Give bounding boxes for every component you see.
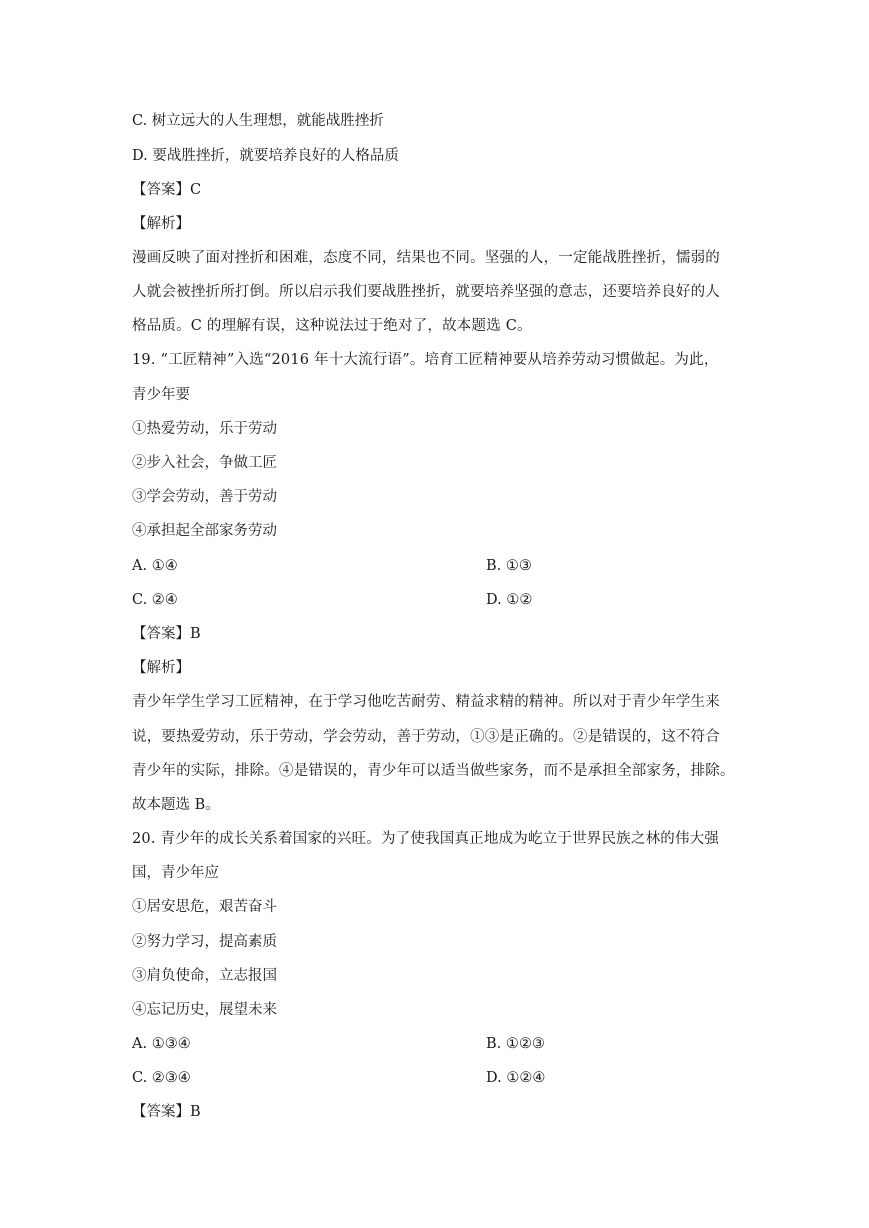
q19-analysis-line: 青少年的实际，排除。④是错误的，青少年可以适当做些家务，而不是承担全部家务，排除。: [132, 763, 735, 779]
q19-analysis-line: 故本题选 B。: [132, 797, 220, 813]
q19-analysis-line: 说，要热爱劳动，乐于劳动，学会劳动，善于劳动，①③是正确的。②是错误的，这不符合: [132, 729, 720, 745]
q19-stem-line: 青少年要: [132, 387, 190, 403]
q19-stem-line: 19. “工匠精神”入选“2016 年十大流行语”。培育工匠精神要从培养劳动习惯做起。为此，: [132, 352, 719, 368]
q19-item: ③学会劳动，善于劳动: [132, 489, 277, 505]
q19-analysis-label: 【解析】: [132, 660, 190, 676]
q20-answer: 【答案】B: [132, 1104, 201, 1120]
q18-analysis-line: 漫画反映了面对挫折和困难，态度不同，结果也不同。坚强的人，一定能战胜挫折，懦弱的: [132, 250, 720, 266]
q20-item: ①居安思危，艰苦奋斗: [132, 899, 277, 915]
q20-option-d: D. ①②④: [486, 1070, 546, 1086]
q20-option-c: C. ②③④: [132, 1070, 191, 1086]
q19-item: ②步入社会，争做工匠: [132, 455, 277, 471]
q18-option-d: D. 要战胜挫折，就要培养良好的人格品质: [132, 148, 399, 164]
q19-item: ①热爱劳动，乐于劳动: [132, 421, 277, 437]
q20-option-b: B. ①②③: [486, 1036, 545, 1052]
q19-item: ④承担起全部家务劳动: [132, 523, 277, 539]
q20-stem-line: 国，青少年应: [132, 865, 219, 881]
q20-stem-line: 20. 青少年的成长关系着国家的兴旺。为了使我国真正地成为屹立于世界民族之林的伟大强: [132, 831, 720, 847]
q19-analysis-line: 青少年学生学习工匠精神，在于学习他吃苦耐劳、精益求精的精神。所以对于青少年学生来: [132, 694, 720, 710]
q19-option-b: B. ①③: [486, 558, 532, 574]
q20-item: ④忘记历史，展望未来: [132, 1002, 277, 1018]
q18-option-c: C. 树立远大的人生理想，就能战胜挫折: [132, 113, 384, 129]
q19-option-a: A. ①④: [132, 558, 178, 574]
q20-item: ③肩负使命，立志报国: [132, 968, 277, 984]
q19-option-c: C. ②④: [132, 592, 178, 608]
q20-option-a: A. ①③④: [132, 1036, 191, 1052]
q18-analysis-label: 【解析】: [132, 216, 190, 232]
q18-analysis-line: 格品质。C 的理解有误，这种说法过于绝对了，故本题选 C。: [132, 318, 532, 334]
q18-answer: 【答案】C: [132, 182, 202, 198]
q18-analysis-line: 人就会被挫折所打倒。所以启示我们要战胜挫折，就要培养坚强的意志，还要培养良好的人: [132, 284, 720, 300]
q19-answer: 【答案】B: [132, 626, 201, 642]
q20-item: ②努力学习，提高素质: [132, 934, 277, 950]
q19-option-d: D. ①②: [486, 592, 533, 608]
